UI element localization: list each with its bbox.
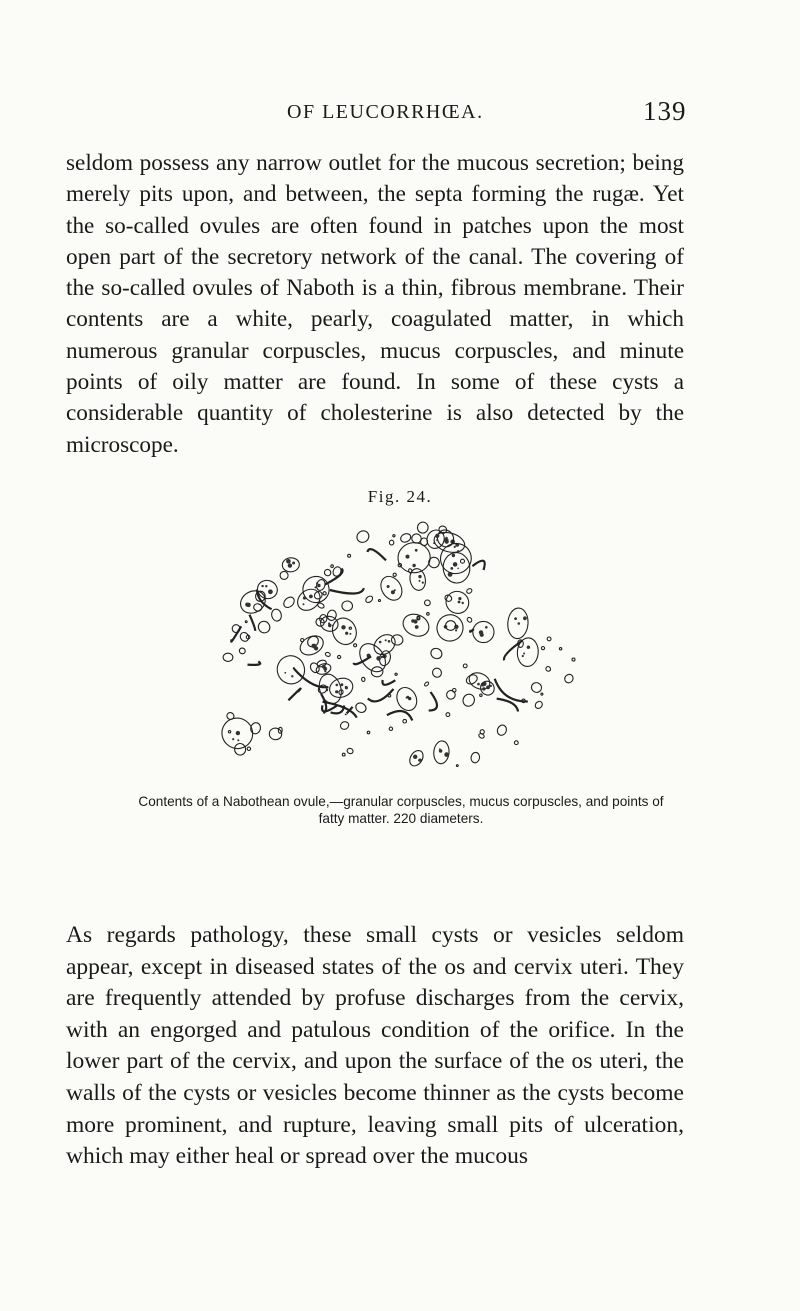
- granular-corpuscle: [309, 661, 321, 674]
- granule: [477, 683, 480, 686]
- granule: [523, 616, 527, 620]
- fatty-point: [245, 621, 247, 623]
- granule: [332, 625, 334, 627]
- granule: [422, 582, 424, 584]
- granular-corpuscle: [317, 602, 325, 609]
- granular-corpuscle: [466, 617, 472, 624]
- mucus-corpuscle: [432, 529, 467, 555]
- mucus-corpuscle: [301, 575, 330, 604]
- granular-corpuscle: [431, 666, 443, 678]
- granule: [341, 683, 344, 686]
- fatty-point: [349, 627, 351, 629]
- granule: [485, 626, 488, 629]
- granule: [458, 601, 461, 604]
- mucus-corpuscle: [473, 621, 495, 643]
- granular-corpuscle: [325, 652, 331, 657]
- fibrous-strand: [330, 588, 364, 593]
- granule: [419, 580, 421, 582]
- granule: [291, 675, 293, 677]
- granular-corpuscle: [466, 588, 473, 594]
- granule: [286, 559, 291, 564]
- granular-corpuscle: [534, 700, 544, 710]
- granular-corpuscle: [282, 595, 297, 610]
- granular-corpuscle: [323, 568, 332, 577]
- granule: [391, 590, 395, 594]
- fibrous-strand: [368, 689, 394, 701]
- granule: [415, 549, 418, 552]
- granule: [236, 731, 240, 735]
- fatty-point: [395, 673, 397, 675]
- granule: [480, 633, 484, 637]
- granule: [406, 555, 410, 559]
- granule: [435, 534, 439, 538]
- granular-corpuscle: [346, 747, 354, 754]
- fatty-point: [393, 535, 395, 537]
- granular-corpuscle: [429, 647, 443, 661]
- fatty-point: [228, 731, 230, 733]
- granular-corpuscle: [496, 724, 508, 737]
- granule: [322, 665, 326, 669]
- granular-corpuscle: [355, 529, 371, 545]
- granule: [265, 585, 267, 587]
- granular-corpuscle: [234, 743, 247, 756]
- granular-corpuscle: [399, 532, 412, 544]
- fatty-point: [354, 644, 357, 647]
- paragraph-2: As regards pathology, these small cysts or vesicles seldom appear, except in diseased states of the os and cervix uteri. They are frequently attended by profuse discharges from the cervix, with an engorged and patulous condition of the orifice. In the lower part of the cervix, and upon the surface of the os uteri, the walls of the cysts or vesicles become thinner as the cysts become more prominent, and rupture, leaving small pits of ulceration, which may either heal or spread over the mucous: [66, 922, 684, 1170]
- granular-corpuscle: [424, 681, 430, 686]
- fatty-point: [247, 747, 250, 750]
- granular-corpuscle: [342, 601, 353, 611]
- figure-illustration: [190, 520, 580, 790]
- granule: [522, 655, 524, 657]
- granule: [527, 646, 530, 649]
- granular-corpuscle: [389, 540, 394, 545]
- granule: [345, 632, 348, 635]
- fibrous-strand: [368, 549, 387, 560]
- granule: [486, 686, 490, 690]
- granule: [268, 589, 273, 594]
- figure-caption: Contents of a Nabothean ovule,—granular corpuscles, mucus corpuscles, and points of fatty matter. 220 diameters.: [138, 794, 664, 826]
- granular-corpuscle: [391, 634, 403, 645]
- fatty-point: [389, 727, 392, 730]
- granular-corpuscle: [445, 689, 456, 700]
- granule: [292, 562, 295, 565]
- granule: [309, 595, 313, 599]
- granular-corpuscle: [339, 720, 350, 730]
- granule: [413, 755, 417, 759]
- granule: [324, 670, 326, 672]
- fatty-point: [367, 731, 370, 734]
- granule: [312, 644, 317, 649]
- granule: [379, 641, 382, 644]
- granule: [317, 584, 320, 587]
- granule: [284, 672, 286, 674]
- fatty-point: [348, 554, 351, 557]
- granular-corpuscle: [354, 701, 368, 714]
- granular-corpuscle: [530, 681, 543, 694]
- granular-corpuscle: [470, 752, 480, 764]
- mucus-corpuscle: [316, 671, 345, 706]
- fibrous-strand: [248, 661, 261, 664]
- granule: [412, 564, 415, 567]
- fatty-point: [323, 592, 326, 595]
- fibrous-strand: [382, 680, 395, 685]
- running-title: OF LEUCORRHŒA.: [287, 101, 484, 123]
- granular-corpuscle: [239, 631, 251, 643]
- fatty-point: [480, 694, 482, 696]
- fatty-point: [301, 639, 304, 642]
- fatty-point: [514, 741, 518, 745]
- granule: [490, 685, 492, 687]
- granule: [450, 567, 453, 570]
- mucus-corpuscle: [408, 567, 427, 591]
- fibrous-strand: [387, 711, 412, 720]
- fatty-point: [452, 689, 456, 693]
- granule: [418, 575, 421, 578]
- granule: [518, 622, 521, 625]
- granule: [387, 585, 390, 588]
- granule: [457, 568, 459, 570]
- granule: [336, 684, 339, 687]
- granule: [341, 625, 345, 629]
- fatty-point: [388, 694, 391, 697]
- granule: [455, 629, 457, 631]
- granule: [523, 653, 525, 655]
- granular-corpuscle: [545, 666, 552, 672]
- fatty-point: [461, 559, 465, 563]
- fatty-point: [480, 730, 484, 734]
- fibrous-strand: [504, 641, 522, 660]
- granule: [482, 687, 485, 690]
- granular-corpuscle: [256, 619, 272, 635]
- granule: [245, 603, 249, 607]
- granule: [349, 633, 351, 635]
- granular-corpuscle: [365, 595, 374, 604]
- granular-corpuscle: [223, 653, 233, 662]
- mucus-corpuscle: [433, 611, 467, 646]
- fibrous-strand: [354, 656, 371, 664]
- fibrous-strand: [472, 561, 484, 570]
- granule: [303, 596, 306, 599]
- fatty-point: [403, 719, 407, 723]
- granule: [335, 690, 338, 693]
- granule: [452, 554, 455, 557]
- granular-corpuscle: [317, 683, 329, 694]
- fatty-point: [246, 635, 250, 639]
- fatty-point: [559, 648, 561, 650]
- granular-corpuscle: [461, 692, 477, 708]
- fatty-point: [463, 664, 467, 668]
- granule: [406, 697, 408, 699]
- granular-corpuscle: [270, 608, 282, 622]
- fibrous-strand: [429, 692, 437, 711]
- granule: [418, 759, 420, 761]
- granule: [376, 656, 381, 661]
- fatty-point: [338, 655, 341, 658]
- mucus-corpuscle: [442, 551, 471, 584]
- figure-label: Fig. 24.: [367, 487, 433, 506]
- running-head: [0, 96, 800, 131]
- granule: [388, 640, 391, 643]
- fatty-point: [393, 573, 396, 576]
- fatty-point: [547, 637, 551, 641]
- granule: [345, 686, 348, 689]
- fatty-point: [427, 613, 430, 616]
- granule: [232, 738, 234, 740]
- granule: [288, 563, 292, 567]
- fatty-point: [417, 617, 420, 620]
- granule: [411, 619, 414, 622]
- mucus-corpuscle: [237, 587, 270, 618]
- fibrous-strand: [288, 689, 300, 701]
- fatty-point: [541, 647, 544, 650]
- granule: [237, 739, 239, 741]
- granule: [381, 656, 383, 658]
- granular-corpuscle: [424, 600, 431, 606]
- granule: [433, 542, 435, 544]
- fatty-point: [331, 565, 334, 568]
- granule: [457, 550, 459, 552]
- granule: [444, 752, 449, 757]
- granular-corpuscle: [563, 673, 575, 685]
- granular-corpuscle: [253, 603, 263, 612]
- granule: [458, 597, 461, 600]
- corpuscle-cluster: [216, 521, 575, 768]
- fatty-point: [541, 693, 543, 695]
- paragraph-1: seldom possess any narrow outlet for the mucous secretion; being merely pits upon, and between, the septa forming the rugæ. Yet the so-called ovules are often found in patches upon the most open part of the secretory network of the canal. The covering of the so-called ovules of Naboth is a thin, fibrous membrane. Their contents are a white, pearly, coagulated matter, in which numerous granular corpuscles, mucus corpuscles, and minute points of oily matter are found. In some of these cysts a considerable quantity of cholesterine is also detected by the microscope.: [66, 150, 684, 458]
- mucus-corpuscle: [273, 652, 308, 688]
- mucus-corpuscle: [377, 572, 407, 604]
- granular-corpuscle: [269, 727, 283, 740]
- granule: [453, 562, 458, 567]
- granule: [462, 602, 464, 604]
- page-number: 139: [643, 96, 687, 126]
- granule: [415, 625, 419, 629]
- fatty-point: [456, 765, 458, 767]
- granular-corpuscle: [238, 647, 246, 655]
- fibrous-strand: [250, 615, 256, 631]
- granule: [328, 624, 332, 628]
- mucus-corpuscle: [393, 684, 420, 714]
- granular-corpuscle: [416, 521, 429, 534]
- granule: [514, 617, 517, 620]
- fatty-point: [342, 753, 345, 756]
- granule: [454, 546, 456, 548]
- mucus-corpuscle: [442, 588, 472, 617]
- granular-corpuscle: [465, 673, 479, 686]
- granule: [439, 748, 441, 750]
- granule: [261, 585, 263, 587]
- fibrous-strand: [322, 705, 337, 711]
- fatty-point: [446, 713, 450, 717]
- granule: [303, 603, 305, 605]
- fatty-point: [572, 658, 575, 661]
- granule: [385, 639, 387, 641]
- granular-corpuscle: [361, 677, 365, 682]
- fatty-point: [379, 600, 381, 602]
- granule: [436, 539, 438, 541]
